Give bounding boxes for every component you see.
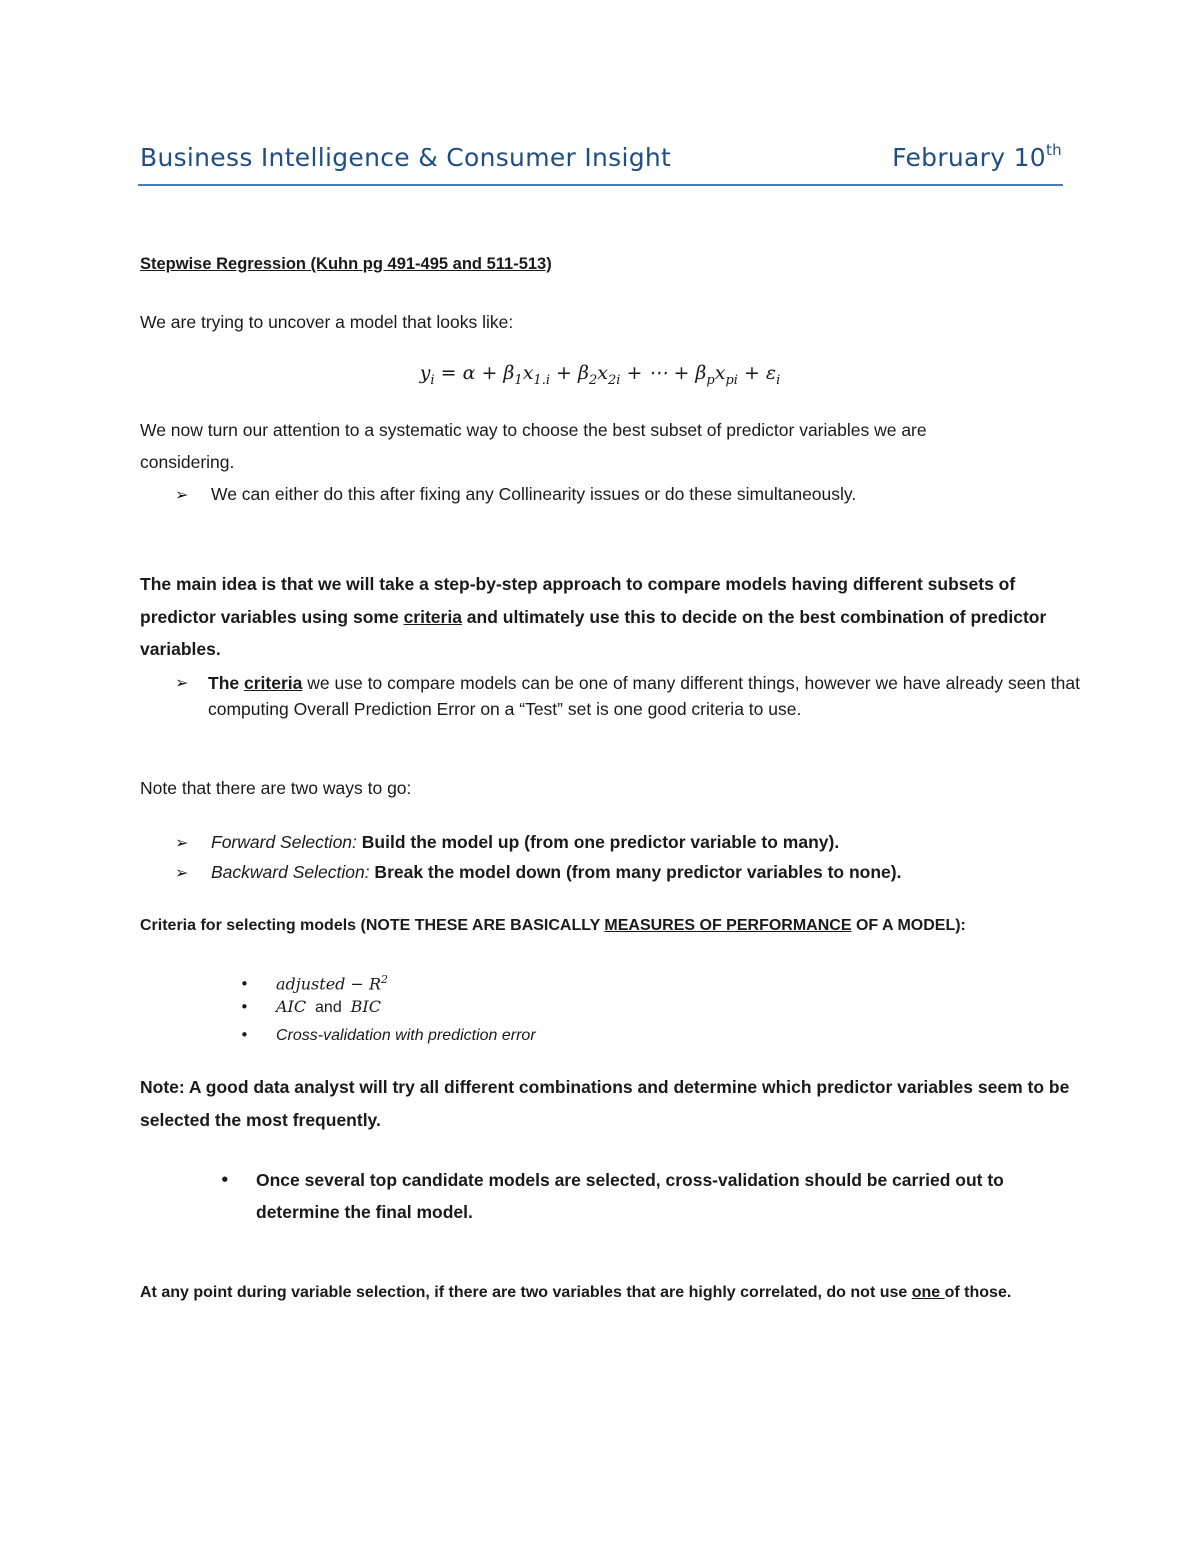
header-date-main: February 10: [892, 143, 1046, 172]
arrow-bullet-icon: ➢: [175, 833, 189, 852]
regression-formula: $y_i = \alpha + \beta_1x_{1.i} + \beta_2x_{2i}$ + ⋯ + $\beta_px_{pi} + \varepsilon_i$: [419, 362, 781, 388]
section-title: Stepwise Regression (Kuhn pg 491-495 and 511-513): [140, 255, 552, 273]
bullet-icon: •: [240, 975, 249, 994]
bullet-icon: •: [240, 1026, 249, 1044]
attention-line-2: considering.: [140, 452, 235, 472]
intro-text: We are trying to uncover a model that looks like:: [140, 312, 514, 332]
arrow-bullet-icon: ➢: [175, 863, 189, 882]
criteria-item-cross-validation: • Cross-validation with prediction error: [240, 1021, 536, 1050]
attention-line-1: We now turn our attention to a systematic way to choose the best subset of predictor variables we are: [140, 420, 927, 440]
arrow-bullet-icon: ➢: [175, 485, 189, 504]
header-date-superscript: th: [1046, 141, 1062, 159]
collinearity-bullet: [175, 478, 856, 511]
note-bullet-text: Once several top candidate models are selected, cross-validation should be carried out to determine the final model.: [256, 1170, 1004, 1222]
collinearity-text: We can either do this after fixing any Collinearity issues or do these simultaneously.: [211, 484, 857, 504]
criteria-item-adjusted-r2: • adjusted − $R^2$: [240, 966, 388, 999]
criteria-bullet-text: The criteria we use to compare models can be one of many different things, however we have already seen that computing Overall Prediction Error on a “Test” set is one good criteria to use.: [208, 673, 1080, 719]
header-date: [892, 143, 1062, 172]
backward-selection-item: [175, 856, 901, 889]
arrow-bullet-icon: ➢: [175, 673, 189, 692]
final-sentence: At any point during variable selection, if there are two variables that are highly correlated, do not use one of those.: [140, 1284, 1012, 1301]
forward-selection-text: Build the model up (from one predictor variable to many).: [356, 832, 840, 852]
forward-selection-label: Forward Selection:: [211, 832, 357, 852]
forward-selection-item: [175, 826, 839, 859]
criteria-bullet: [175, 670, 1080, 722]
bullet-icon: •: [220, 1171, 230, 1189]
note-line-2: selected the most frequently.: [140, 1110, 381, 1130]
main-idea-line-2: predictor variables using some criteria and ultimately use this to decide on the best combination of predictor: [140, 607, 1047, 627]
two-ways-text: Note that there are two ways to go:: [140, 778, 412, 798]
main-idea-line-1: The main idea is that we will take a step-by-step approach to compare models having different subsets of: [140, 574, 1016, 594]
criteria-heading: Criteria for selecting models (NOTE THESE ARE BASICALLY MEASURES OF PERFORMANCE OF A MODEL):: [140, 917, 966, 934]
header-title: Business Intelligence & Consumer Insight: [140, 143, 672, 172]
backward-selection-text: Break the model down (from many predictor variables to none).: [369, 862, 902, 882]
note-line-1: Note: A good data analyst will try all different combinations and determine which predictor variables seem to be: [140, 1077, 1070, 1097]
main-idea-line-3: variables.: [140, 639, 221, 659]
note-bullet: [220, 1164, 1020, 1228]
header-rule: [138, 184, 1063, 186]
criteria-item-aic-bic: • AIC and BIC: [240, 993, 381, 1022]
backward-selection-label: Backward Selection:: [211, 862, 370, 882]
bullet-icon: •: [240, 998, 249, 1016]
